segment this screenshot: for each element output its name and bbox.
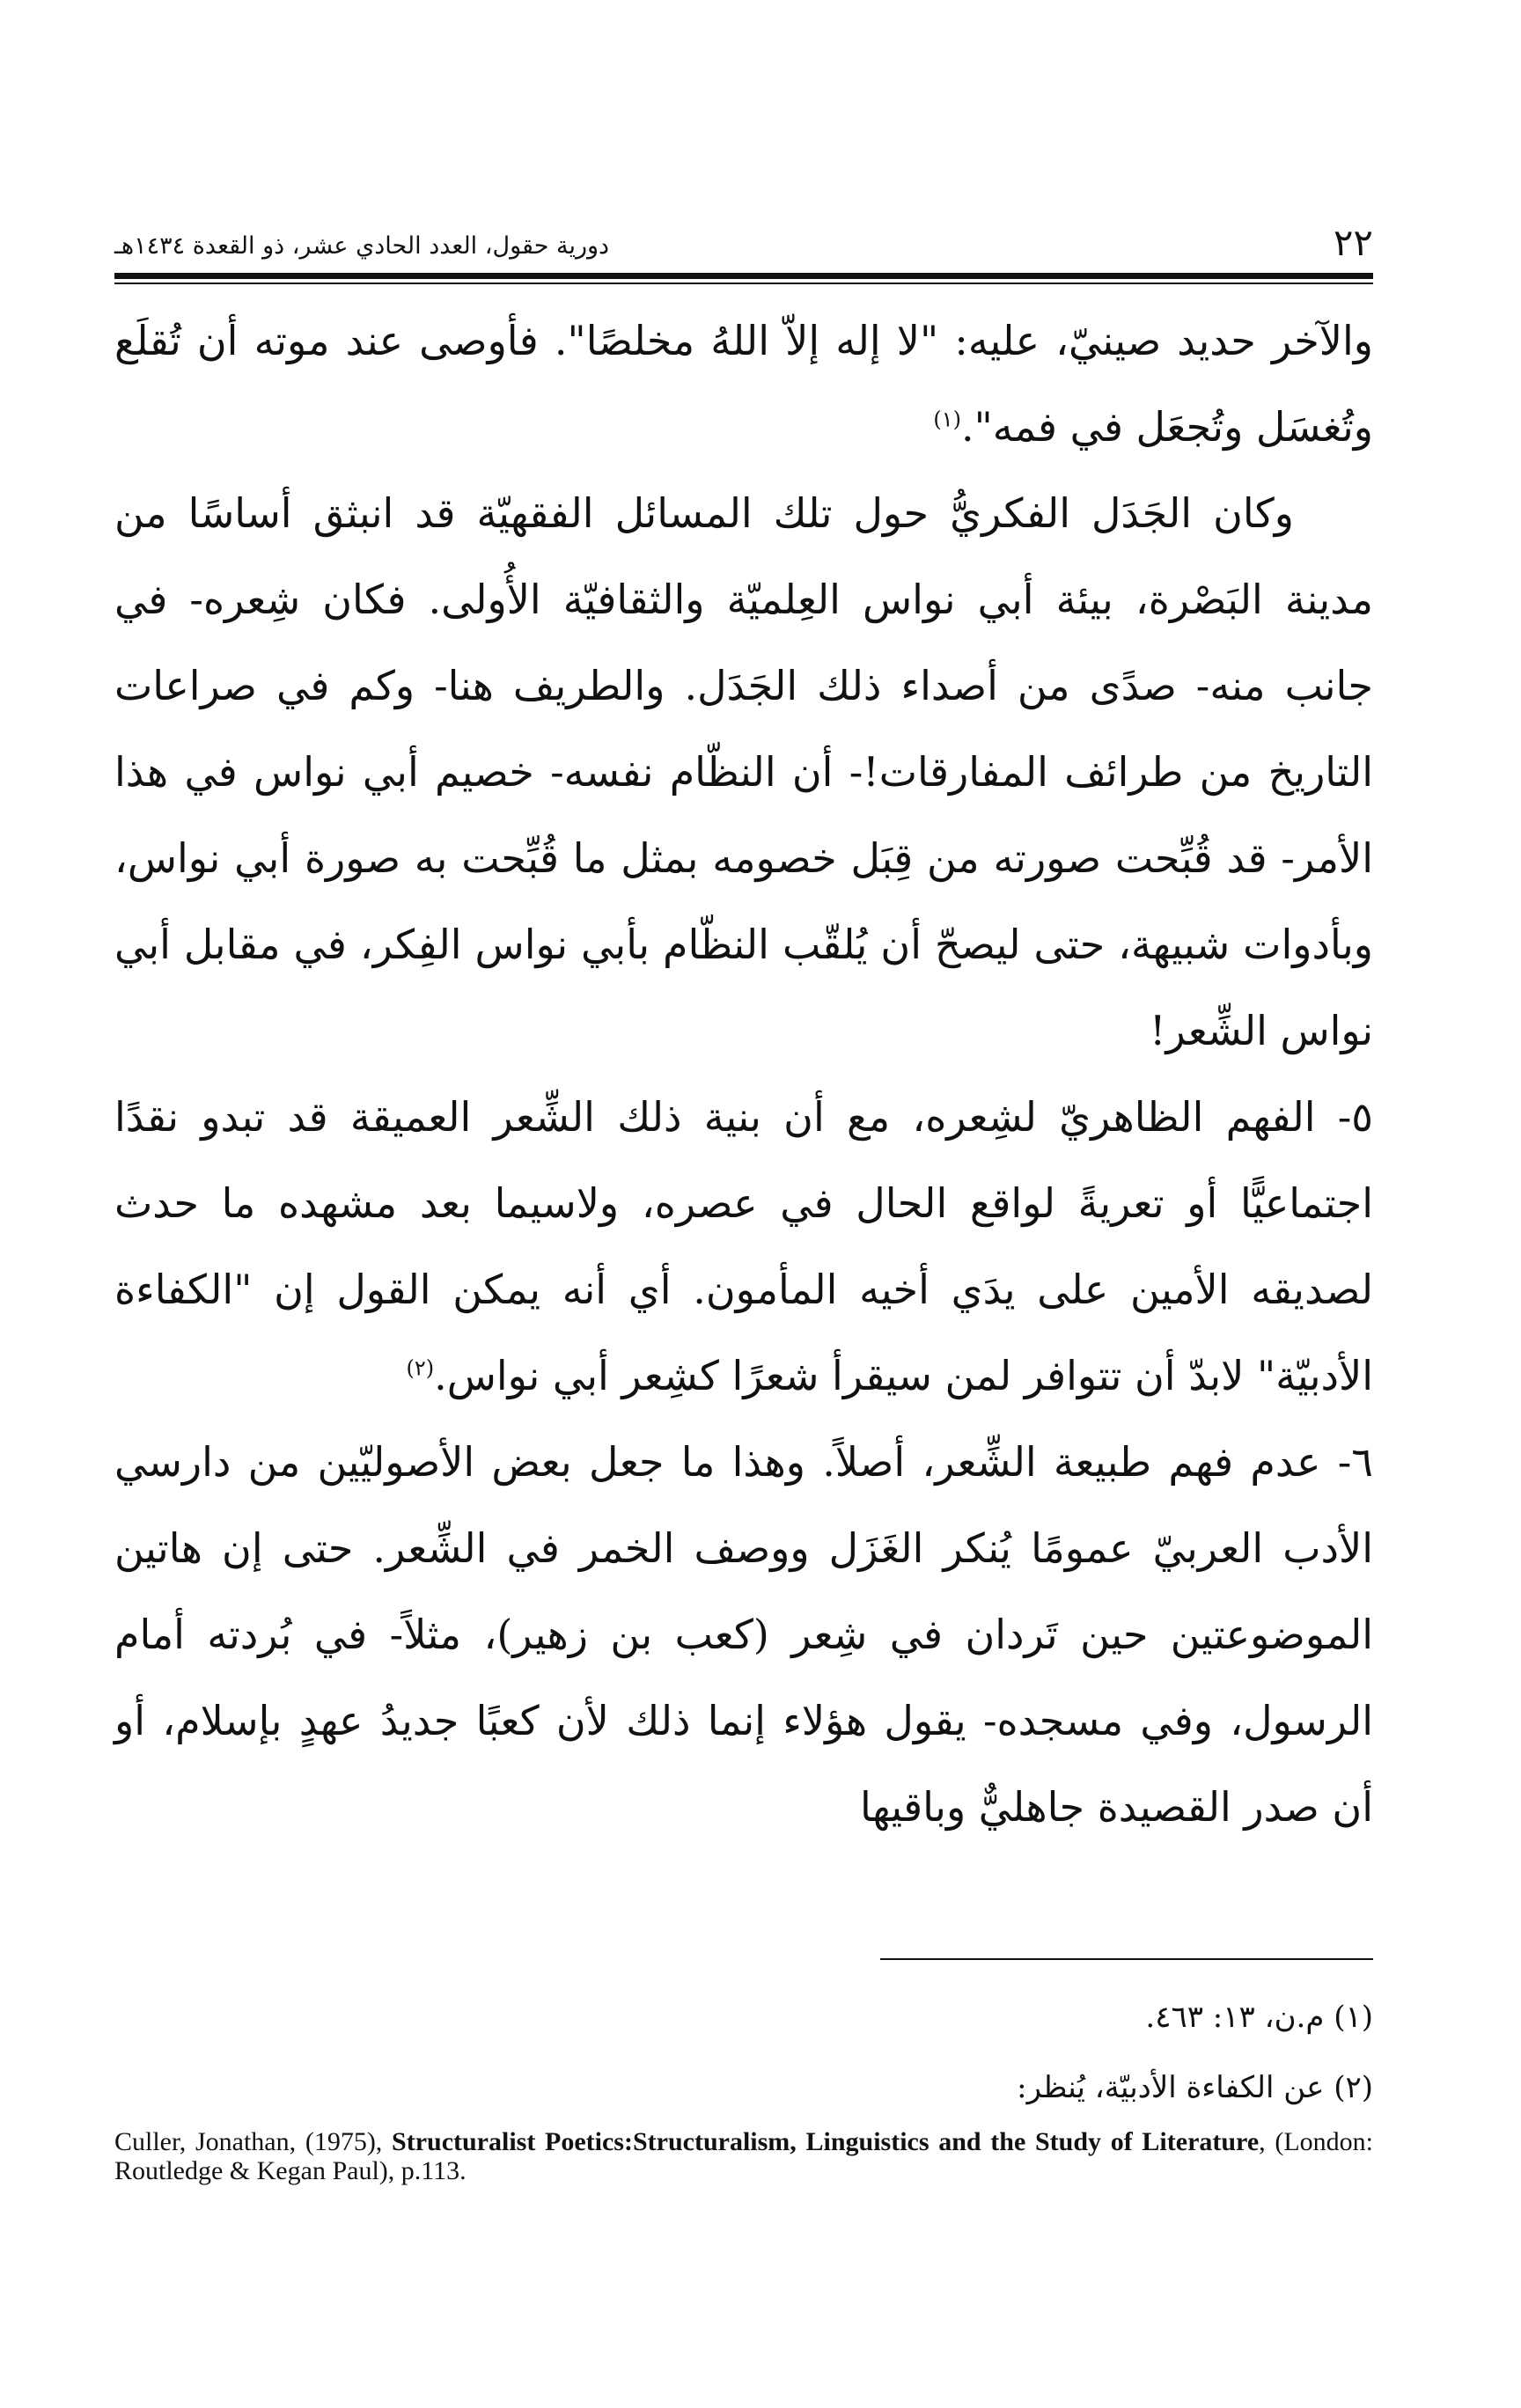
- body-text: [114, 297, 1373, 1850]
- reference-author: Culler, Jonathan, (1975),: [114, 2127, 383, 2156]
- paragraph-2: وكان الجَدَل الفكريُّ حول تلك المسائل الفقهيّة قد انبثق أساسًا من مدينة البَصْرة، بيئة أبي نواس العِلميّة والثقافيّة الأُولى. فكان شِعره- في جانب منه- صدًى من أصداء ذلك الجَدَل. والطريف هنا- وكم في صراعات التاريخ من طرائف المفارقات!- أن النظّام نفسه- خصيم أبي نواس في هذا الأمر- قد قُبِّحت صورته من قِبَل خصومه بمثل ما قُبِّحت به صورة أبي نواس، وبأدوات شبيهة، حتى ليصحّ أن يُلقّب النظّام بأبي نواس الفِكر، في مقابل أبي نواس الشِّعر!: [114, 489, 1373, 1054]
- header-rule-thin: [114, 283, 1373, 284]
- footnote-separator: [880, 1958, 1373, 1960]
- bibliographic-reference: [114, 2127, 1373, 2185]
- paragraph-3-text: ٥- الفهم الظاهريّ لشِعره، مع أن بنية ذلك الشِّعر العميقة قد تبدو نقدًا اجتماعيًّا أو تعريةً لواقع الحال في عصره، ولاسيما بعد مشهده ما حدث لصديقه الأمين على يدَي أخيه المأمون. أي أنه يمكن القول إن "الكفاءة الأدبيّة" لابدّ أن تتوافر لمن سيقرأ شعرًا كشِعر أبي نواس.: [114, 1093, 1373, 1399]
- reference-publisher: , (London: Routledge & Kegan Paul), p.113.: [114, 2127, 1374, 2185]
- paragraph-1-text: والآخر حديد صينيّ، عليه: "لا إله إلاّ اللهُ مخلصًا". فأوصى عند موته أن تُقلَع وتُغسَل وتُجعَل في فمه".: [114, 317, 1373, 451]
- reference-title: Structuralist Poetics:Structuralism, Linguistics and the Study of Literature: [392, 2127, 1260, 2156]
- footnote-2: (٢) عن الكفاءة الأدبيّة، يُنظر:: [1017, 2070, 1373, 2105]
- paragraph-4: ٦- عدم فهم طبيعة الشِّعر، أصلاً. وهذا ما جعل بعض الأصوليّين من دارسي الأدب العربيّ عمومًا يُنكر الغَزَل ووصف الخمر في الشِّعر. حتى إن هاتين الموضوعتين حين تَردان في شِعر (كعب بن زهير)، مثلاً- في بُردته أمام الرسول، وفي مسجده- يقول هؤلاء إنما ذلك لأن كعبًا جديدُ عهدٍ بإسلام، أو أن صدر القصيدة جاهليٌّ وباقيها: [114, 1438, 1373, 1831]
- page-number: ٢٢: [1333, 221, 1373, 264]
- header-rule-thick: [114, 273, 1373, 279]
- paragraph-3: [114, 1074, 1373, 1419]
- footnote-1: (١) م.ن، ١٣: ٤٦٣.: [1145, 2000, 1373, 2035]
- running-header: [114, 218, 1373, 271]
- paragraph-1: [114, 297, 1373, 470]
- footnote-ref-2: (٢): [406, 1355, 435, 1381]
- footnote-ref-1: (١): [933, 407, 961, 432]
- journal-info: دورية حقول، العدد الحادي عشر، ذو القعدة ١٤٣٤هـ: [114, 232, 610, 260]
